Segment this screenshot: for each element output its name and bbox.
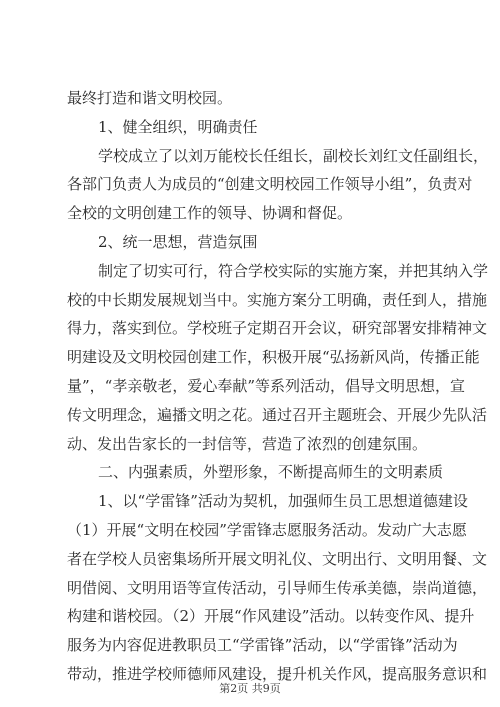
text-line: （1）开展“文明在校园”学雷锋志愿服务活动。发动广大志愿 — [67, 520, 467, 539]
text-line: 者在学校人员密集场所开展文明礼仪、文明出行、文明用餐、文 — [67, 549, 488, 568]
text-line: 二、内强素质，外塑形象，不断提高师生的文明素质 — [98, 463, 444, 482]
text-line: 各部门负责人为成员的“创建文明校园工作领导小组”，负责对 — [67, 175, 473, 194]
text-line: 2、统一思想，营造氛围 — [98, 232, 258, 251]
text-line: 校的中长期发展规划当中。实施方案分工明确，责任到人，措施 — [67, 290, 488, 309]
text-line: 学校成立了以刘万能校长任组长，副校长刘红文任副组长， — [98, 146, 489, 165]
text-line: 服务为内容促进教职员工“学雷锋”活动，以“学雷锋”活动为 — [67, 636, 458, 655]
text-line: 得力，落实到位。学校班子定期召开会议，研究部署安排精神文 — [67, 319, 488, 338]
text-line: 1、健全组织，明确责任 — [98, 117, 258, 136]
text-line: 动、发出告家长的一封信等，营造了浓烈的创建氛围。 — [67, 434, 428, 453]
text-line: 1、以“学雷锋”活动为契机，加强师生员工思想道德建设 — [98, 492, 468, 511]
text-line: 制定了切实可行，符合学校实际的实施方案，并把其纳入学 — [98, 261, 489, 280]
document-body — [67, 84, 489, 689]
text-line: 全校的文明创建工作的领导、协调和督促。 — [67, 204, 353, 223]
text-line: 带动，推进学校师德师风建设，提升机关作风，提高服务意识和 — [67, 664, 488, 683]
text-line: 量”，“孝亲敬老，爱心奉献”等系列活动，倡导文明思想，宣 — [67, 376, 466, 395]
text-line: 明借阅、文明用语等宣传活动，引导师生传承美德，崇尚道德， — [67, 578, 488, 597]
text-line: 构建和谐校园。（2）开展“作风建设”活动。以转变作风、提升 — [67, 607, 475, 626]
text-line: 传文明理念，遍播文明之花。通过召开主题班会、开展少先队活 — [67, 405, 488, 424]
text-line: 最终打造和谐文明校园。 — [67, 89, 233, 107]
page-footer: 第2页 共9页 — [219, 682, 281, 695]
text-line: 明建设及文明校园创建工作，积极开展“弘扬新风尚，传播正能 — [67, 348, 480, 367]
